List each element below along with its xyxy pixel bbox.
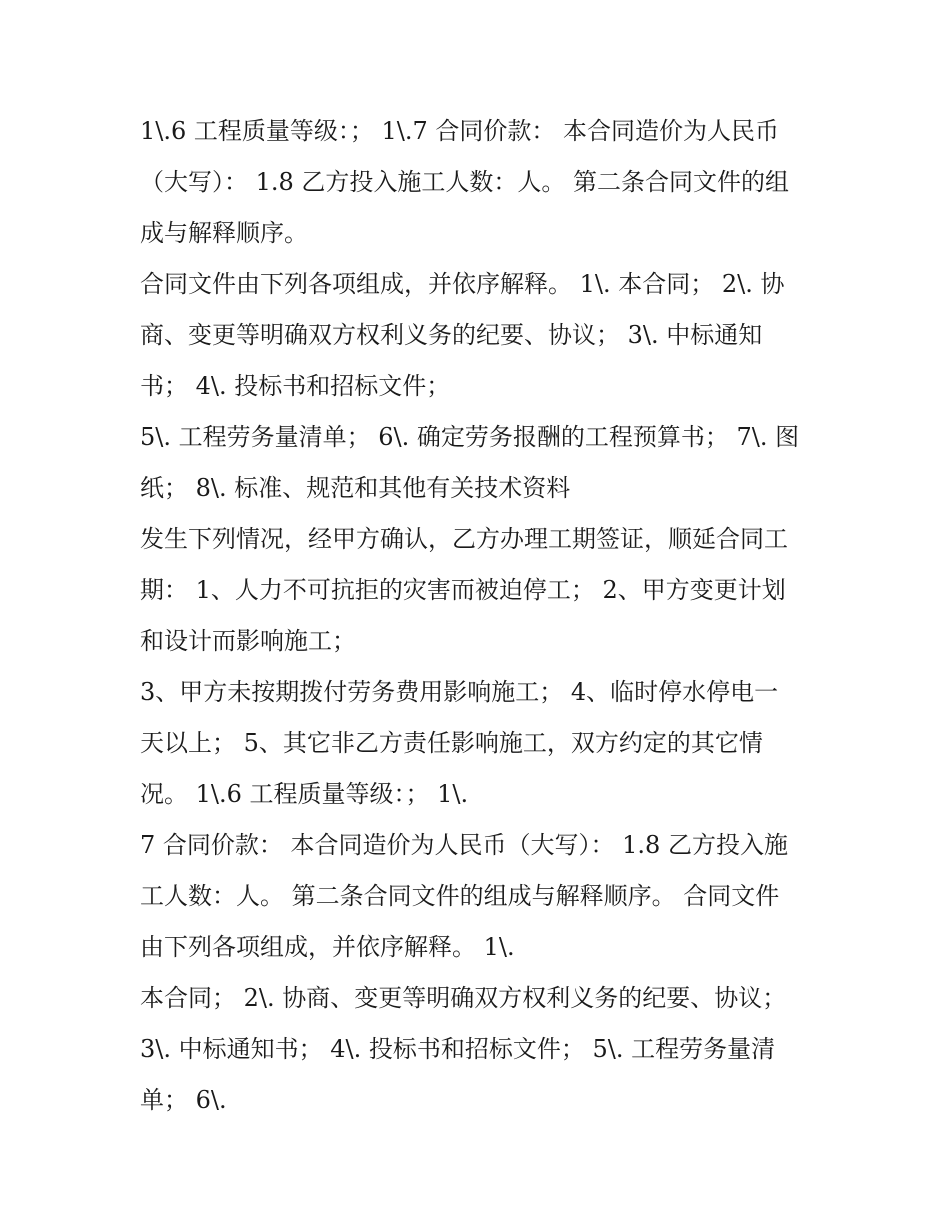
text-line: 由下列各项组成，并依序解释。 1\. <box>140 933 515 961</box>
text-line: 单； 6\. <box>140 1086 227 1114</box>
text-line: 5\. 工程劳务量清单； 6\. 确定劳务报酬的工程预算书； 7\. 图 <box>140 423 800 451</box>
document-body <box>140 106 815 1126</box>
text-line: 纸； 8\. 标准、规范和其他有关技术资料 <box>140 474 571 502</box>
text-line: 3\. 中标通知书； 4\. 投标书和招标文件； 5\. 工程劳务量清 <box>140 1035 776 1063</box>
text-line: 本合同； 2\. 协商、变更等明确双方权利义务的纪要、协议； <box>140 984 787 1012</box>
text-line: 期： 1、人力不可抗拒的灾害而被迫停工； 2、甲方变更计划 <box>140 576 786 604</box>
text-line: 1\.6 工程质量等级：； 1\.7 合同价款： 本合同造价为人民币 <box>140 117 780 145</box>
text-line: 7 合同价款： 本合同造价为人民币（大写）： 1.8 乙方投入施 <box>140 831 788 859</box>
text-line: 商、变更等明确双方权利义务的纪要、协议； 3\. 中标通知 <box>140 321 763 349</box>
text-line: 合同文件由下列各项组成，并依序解释。 1\. 本合同； 2\. 协 <box>140 270 785 298</box>
text-line: 书； 4\. 投标书和招标文件； <box>140 372 451 400</box>
text-line: 3、甲方未按期拨付劳务费用影响施工； 4、临时停水停电一 <box>140 678 779 706</box>
text-line: （大写）： 1.8 乙方投入施工人数：人。 第二条合同文件的组 <box>140 168 790 196</box>
text-line: 和设计而影响施工； <box>140 627 356 655</box>
text-line: 发生下列情况，经甲方确认，乙方办理工期签证，顺延合同工 <box>140 525 788 553</box>
text-line: 况。 1\.6 工程质量等级：； 1\. <box>140 780 469 808</box>
text-line: 成与解释顺序。 <box>140 219 308 247</box>
text-line: 天以上； 5、其它非乙方责任影响施工，双方约定的其它情 <box>140 729 763 757</box>
text-line: 工人数：人。 第二条合同文件的组成与解释顺序。 合同文件 <box>140 882 780 910</box>
